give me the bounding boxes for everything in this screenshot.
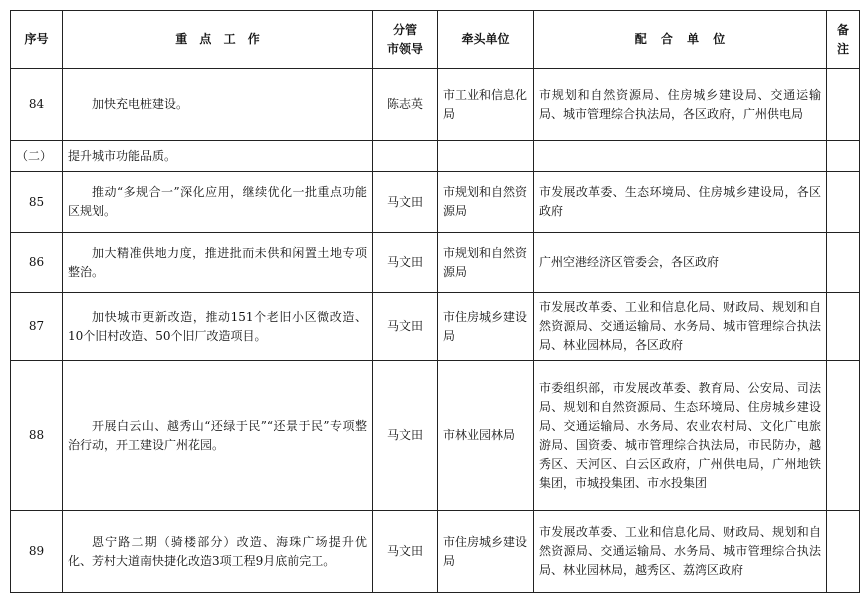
section-title: 提升城市功能品质。 [63,141,373,172]
notes [827,511,860,593]
key-task: 开展白云山、越秀山“还绿于民”“还景于民”专项整治行动，开工建设广州花园。 [63,361,373,511]
section-number: （二） [11,141,63,172]
notes [827,69,860,141]
lead-unit: 市工业和信息化局 [438,69,534,141]
lead-unit: 市规划和自然资源局 [438,233,534,293]
key-task: 加快充电桩建设。 [63,69,373,141]
coop-units: 市发展改革委、工业和信息化局、财政局、规划和自然资源局、交通运输局、水务局、城市管理综合执法局、林业园林局，越秀区、荔湾区政府 [534,511,827,593]
coop-units: 市发展改革委、工业和信息化局、财政局、规划和自然资源局、交通运输局、水务局、城市管理综合执法局、林业园林局，各区政府 [534,293,827,361]
key-task: 推动“多规合一”深化应用，继续优化一批重点功能区规划。 [63,172,373,233]
notes [827,172,860,233]
key-task: 加快城市更新改造，推动151个老旧小区微改造、10个旧村改造、50个旧厂改造项目。 [63,293,373,361]
leader: 陈志英 [373,69,438,141]
leader: 马文田 [373,233,438,293]
table-row [11,172,860,233]
leader: 马文田 [373,172,438,233]
row-number: 84 [11,69,63,141]
row-number: 85 [11,172,63,233]
task-table [10,10,860,593]
table-row [11,293,860,361]
header-no: 序号 [11,11,63,69]
leader: 马文田 [373,511,438,593]
table-row [11,361,860,511]
header-notes: 备注 [827,11,860,69]
notes [827,293,860,361]
row-number: 89 [11,511,63,593]
header-row [11,11,860,69]
empty-cell [438,141,534,172]
lead-unit: 市住房城乡建设局 [438,293,534,361]
header-leader: 分管 市领导 [373,11,438,69]
lead-unit: 市住房城乡建设局 [438,511,534,593]
header-coop-units: 配 合 单 位 [534,11,827,69]
header-work: 重 点 工 作 [63,11,373,69]
row-number: 88 [11,361,63,511]
coop-units: 市规划和自然资源局、住房城乡建设局、交通运输局、城市管理综合执法局，各区政府，广州供电局 [534,69,827,141]
table-row [11,233,860,293]
empty-cell [373,141,438,172]
coop-units: 广州空港经济区管委会，各区政府 [534,233,827,293]
leader: 马文田 [373,361,438,511]
lead-unit: 市规划和自然资源局 [438,172,534,233]
empty-cell [827,141,860,172]
coop-units: 市委组织部，市发展改革委、教育局、公安局、司法局、规划和自然资源局、生态环境局、住房城乡建设局、交通运输局、水务局、农业农村局、文化广电旅游局、国资委、城市管理综合执法局，市民防办，越秀区、天河区、白云区政府，广州供电局，广州地铁集团，市城投集团、市水投集团 [534,361,827,511]
notes [827,233,860,293]
coop-units: 市发展改革委、生态环境局、住房城乡建设局，各区政府 [534,172,827,233]
table-row [11,69,860,141]
empty-cell [534,141,827,172]
header-lead-unit: 牵头单位 [438,11,534,69]
section-row [11,141,860,172]
lead-unit: 市林业园林局 [438,361,534,511]
notes [827,361,860,511]
table-row [11,511,860,593]
key-task: 加大精准供地力度，推进批而未供和闲置土地专项整治。 [63,233,373,293]
leader: 马文田 [373,293,438,361]
row-number: 86 [11,233,63,293]
key-task: 恩宁路二期（骑楼部分）改造、海珠广场提升优化、芳村大道南快捷化改造3项工程9月底前完工。 [63,511,373,593]
row-number: 87 [11,293,63,361]
